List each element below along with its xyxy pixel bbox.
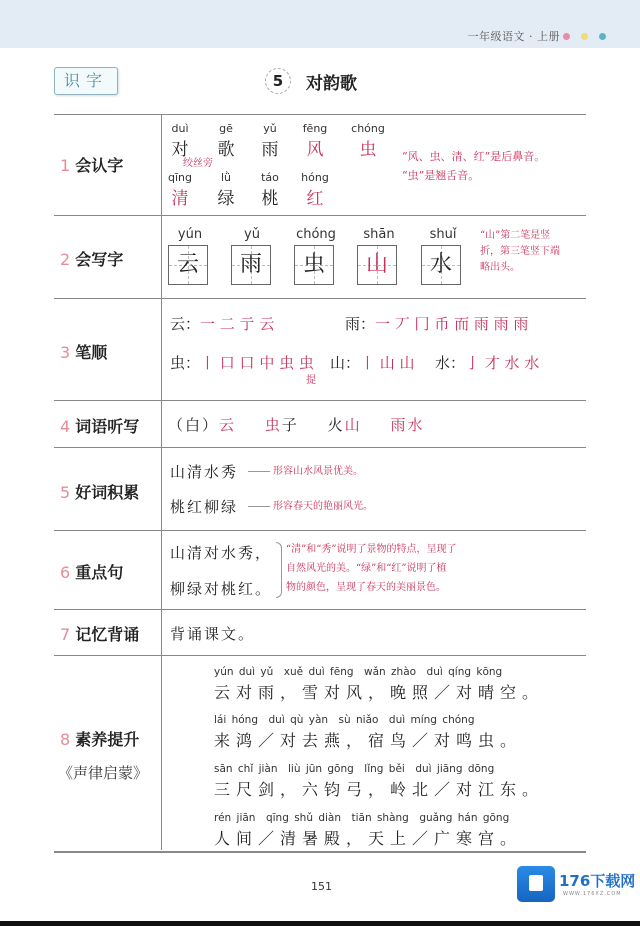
writing-grid <box>294 245 334 285</box>
row-label-7 <box>60 622 139 645</box>
lesson-title: 对韵歌 <box>306 74 357 94</box>
teacher-note: “清”和“秀”说明了景物的特点，呈现了 自然风光的美。“绿”和“红”说明了植 物的颜色，呈现了春天的美丽景色。 <box>286 544 457 593</box>
table-divider <box>54 655 586 656</box>
pinyin: táo <box>261 171 279 184</box>
dictation-words: （白）云 虫子 火山 雨水 <box>168 416 425 434</box>
row-number: 7 <box>60 625 71 644</box>
watermark-logo-icon <box>517 866 555 902</box>
table-divider <box>54 530 586 531</box>
teacher-note: “风、虫、清、红”是后鼻音。 “虫”是翘舌音。 <box>402 150 546 182</box>
row-number: 6 <box>60 563 71 582</box>
writing-grid <box>168 245 208 285</box>
pinyin: chóng <box>296 227 336 242</box>
hanzi: 歌 <box>217 140 235 160</box>
char-item <box>295 122 335 160</box>
key-sentence: 柳绿对桃红。 <box>170 580 273 598</box>
char-item <box>348 122 388 160</box>
pinyin: chóng <box>351 122 385 135</box>
hanzi: 对 <box>171 140 189 160</box>
row-title: 重点句 <box>75 563 124 582</box>
row-title: 记忆背诵 <box>75 625 140 644</box>
char-item <box>250 171 290 209</box>
poem-line: rén jiān qīng shǔ diàn tiān shàng guǎng hán gōng 人间／清暑殿，天上／广寒宫。 <box>214 812 523 848</box>
row-number: 2 <box>60 250 71 269</box>
table-column-divider <box>161 114 162 850</box>
stroke-annotation: 提 <box>306 375 316 386</box>
row-label-1 <box>60 153 123 176</box>
book-title: 一年级语文 · 上册 <box>467 30 560 43</box>
hanzi: 云 <box>176 252 199 277</box>
arrow-icon <box>248 471 270 472</box>
char-item <box>206 171 246 209</box>
key-sentence: 山清对水秀， <box>170 544 273 562</box>
hanzi: 山 <box>365 252 388 277</box>
poem-line: lái hóng duì qù yàn sù niǎo duì míng chóng 来鸿／对去燕，宿鸟／对鸣虫。 <box>214 714 523 750</box>
writing-grid <box>421 245 461 285</box>
word-meaning: 形容山水风景优美。 <box>273 466 363 477</box>
hanzi: 虫 <box>302 252 325 277</box>
arrow-icon <box>248 506 270 507</box>
stroke-order-item: 云：一 二 亍 云 <box>170 315 275 333</box>
stroke-order-item: 山：丨 山 山 <box>330 354 415 372</box>
pinyin: shān <box>363 227 395 242</box>
pinyin: yǔ <box>263 122 277 135</box>
row-title: 会写字 <box>75 250 124 269</box>
table-divider <box>54 298 586 299</box>
radical-annotation: 绞丝旁 <box>183 158 213 169</box>
row-number: 5 <box>60 483 71 502</box>
char-item <box>160 171 200 209</box>
pink-dot-icon <box>563 33 570 40</box>
pinyin: shuǐ <box>429 227 457 242</box>
hanzi: 水 <box>429 252 452 277</box>
table-divider <box>54 400 586 401</box>
page-number: 151 <box>311 880 332 893</box>
row-number: 3 <box>60 343 71 362</box>
stroke-order-item: 水：亅 才 水 水 <box>435 354 540 372</box>
pinyin: lǜ <box>220 171 232 184</box>
brace-icon <box>276 542 282 598</box>
row-title: 素养提升 <box>75 730 140 749</box>
source-title: 《声律启蒙》 <box>58 764 149 782</box>
table-divider <box>54 114 586 115</box>
teacher-note: “山”第二笔是竖 折，第三笔竖下端 略出头。 <box>480 230 560 273</box>
good-word: 桃红柳绿 <box>170 498 239 516</box>
hanzi: 清 <box>171 189 189 209</box>
poem-line: yún duì yǔ xuě duì fēng wǎn zhào duì qíng kōng 云对雨，雪对风，晚照／对晴空。 <box>214 666 545 702</box>
row-title: 好词积累 <box>75 483 140 502</box>
table-divider <box>54 215 586 216</box>
pinyin: duì <box>171 122 189 135</box>
pinyin: fēng <box>302 122 328 135</box>
poem-line: sān chǐ jiàn liù jūn gōng lǐng běi duì jiāng dōng 三尺剑，六钧弓，岭北／对江东。 <box>214 763 545 799</box>
lesson-number: 5 <box>265 68 291 94</box>
hanzi: 风 <box>306 140 324 160</box>
stroke-order-item: 虫：丨 口 口 中 虫 虫 <box>170 354 314 372</box>
pinyin: qīng <box>168 171 192 184</box>
watermark-url: WWW.176XZ.COM <box>563 891 622 897</box>
char-item <box>295 171 335 209</box>
pinyin: yún <box>177 227 203 242</box>
table-divider <box>54 447 586 448</box>
pinyin: hóng <box>301 171 329 184</box>
table-bottom-border <box>54 851 586 853</box>
yellow-dot-icon <box>581 33 588 40</box>
row-number: 8 <box>60 730 71 749</box>
row-number: 1 <box>60 156 71 175</box>
row-label-2 <box>60 247 123 270</box>
teal-dot-icon <box>599 33 606 40</box>
bottom-bar <box>0 921 640 926</box>
writing-grid <box>357 245 397 285</box>
word-meaning: 形容春天的艳丽风光。 <box>273 501 373 512</box>
pinyin: gē <box>219 122 233 135</box>
section-tag: 识字 <box>54 67 118 95</box>
row-label-5 <box>60 480 139 503</box>
row-title: 会认字 <box>75 156 124 175</box>
watermark-title: 176下载网 <box>559 872 636 890</box>
good-word: 山清水秀 <box>170 463 239 481</box>
hanzi: 雨 <box>239 252 262 277</box>
pinyin: yǔ <box>244 227 260 242</box>
row-label-8 <box>60 727 139 750</box>
row-title: 词语听写 <box>75 417 140 436</box>
stroke-order-item: 雨：一 丆 冂 币 而 雨 雨 雨 <box>345 315 529 333</box>
hanzi: 桃 <box>261 189 279 209</box>
recite-instruction: 背诵课文。 <box>170 625 256 643</box>
hanzi: 绿 <box>217 189 235 209</box>
table-divider <box>54 609 586 610</box>
hanzi: 红 <box>306 189 324 209</box>
hanzi: 虫 <box>359 140 377 160</box>
row-label-3 <box>60 340 107 363</box>
row-label-4 <box>60 414 139 437</box>
char-item <box>250 122 290 160</box>
writing-grid <box>231 245 271 285</box>
row-number: 4 <box>60 417 71 436</box>
row-label-6 <box>60 560 123 583</box>
row-title: 笔顺 <box>75 343 108 362</box>
hanzi: 雨 <box>261 140 279 160</box>
